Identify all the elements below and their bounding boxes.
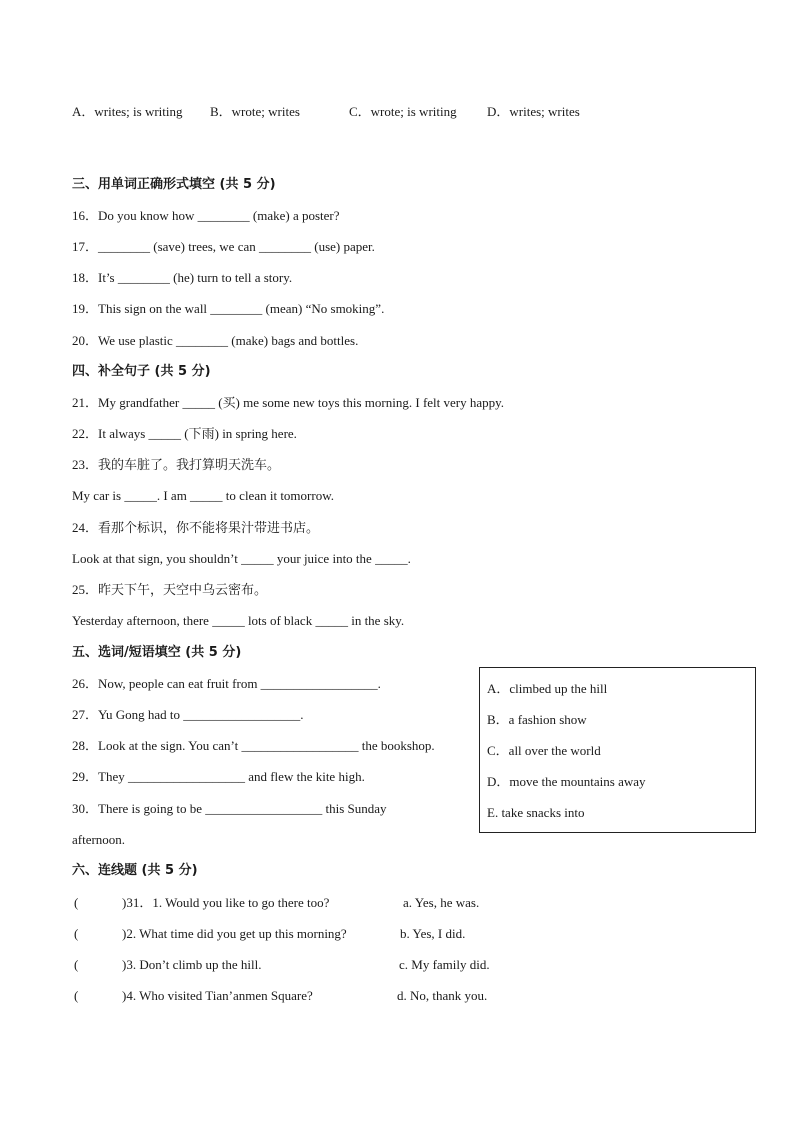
match-question: )31．1. Would you like to go there too? [122,895,330,910]
question-item: 30．There is going to be __________________ this Sunday [72,801,387,816]
question-item: 21．My grandfather _____ (买) me some new toys this morning. I felt very happy. [72,395,505,410]
question-item: 28．Look at the sign. You can’t __________________ the bookshop. [72,738,435,753]
answer-paren: ( [74,988,79,1003]
match-answer: b. Yes, I did. [400,926,466,941]
answer-paren: ( [74,957,79,972]
question-item: 26．Now, people can eat fruit from __________________. [72,676,381,691]
question-item: 23．我的车脏了。我打算明天洗车。 [72,457,281,472]
question-item: afternoon. [72,832,126,847]
option-a: A．writes; is writing [72,104,183,119]
question-item: Look at that sign, you shouldn’t _____ your juice into the _____. [72,551,411,566]
section-heading: 六、连线题 (共 5 分) [72,863,198,878]
question-item: 25．昨天下午，天空中乌云密布。 [72,582,268,597]
match-answer: a. Yes, he was. [403,895,480,910]
match-answer: d. No, thank you. [397,988,488,1003]
word-bank-option: C．all over the world [487,743,601,758]
question-item: 24．看那个标识，你不能将果汁带进书店。 [72,520,320,535]
option-b: B．wrote; writes [210,104,300,119]
word-bank-option: A．climbed up the hill [487,681,608,696]
answer-paren: ( [74,895,79,910]
match-answer: c. My family did. [399,957,490,972]
question-item: 17．________ (save) trees, we can ________ (use) paper. [72,239,375,254]
match-question: )4. Who visited Tian’anmen Square? [122,988,313,1003]
match-question: )2. What time did you get up this morning? [122,926,347,941]
section-heading: 四、补全句子 (共 5 分) [72,364,211,379]
answer-paren: ( [74,926,79,941]
question-item: My car is _____. I am _____ to clean it tomorrow. [72,488,334,503]
section-heading: 五、选词/短语填空 (共 5 分) [72,645,242,660]
question-item: 29．They __________________ and flew the kite high. [72,769,365,784]
question-item: 27．Yu Gong had to __________________. [72,707,304,722]
word-bank-box [479,667,756,833]
question-item: Yesterday afternoon, there _____ lots of black _____ in the sky. [72,613,405,628]
word-bank-option: E. take snacks into [487,805,585,820]
option-d: D．writes; writes [487,104,580,119]
word-bank-option: D．move the mountains away [487,774,646,789]
question-item: 22．It always _____ (下雨) in spring here. [72,426,297,441]
section-heading: 三、用单词正确形式填空 (共 5 分) [72,177,276,192]
option-c: C．wrote; is writing [349,104,457,119]
match-question: )3. Don’t climb up the hill. [122,957,262,972]
word-bank-option: B．a fashion show [487,712,587,727]
question-item: 16．Do you know how ________ (make) a poster? [72,208,340,223]
question-item: 18．It’s ________ (he) turn to tell a story. [72,270,293,285]
question-item: 19．This sign on the wall ________ (mean) “No smoking”. [72,301,385,316]
question-item: 20．We use plastic ________ (make) bags and bottles. [72,333,359,348]
